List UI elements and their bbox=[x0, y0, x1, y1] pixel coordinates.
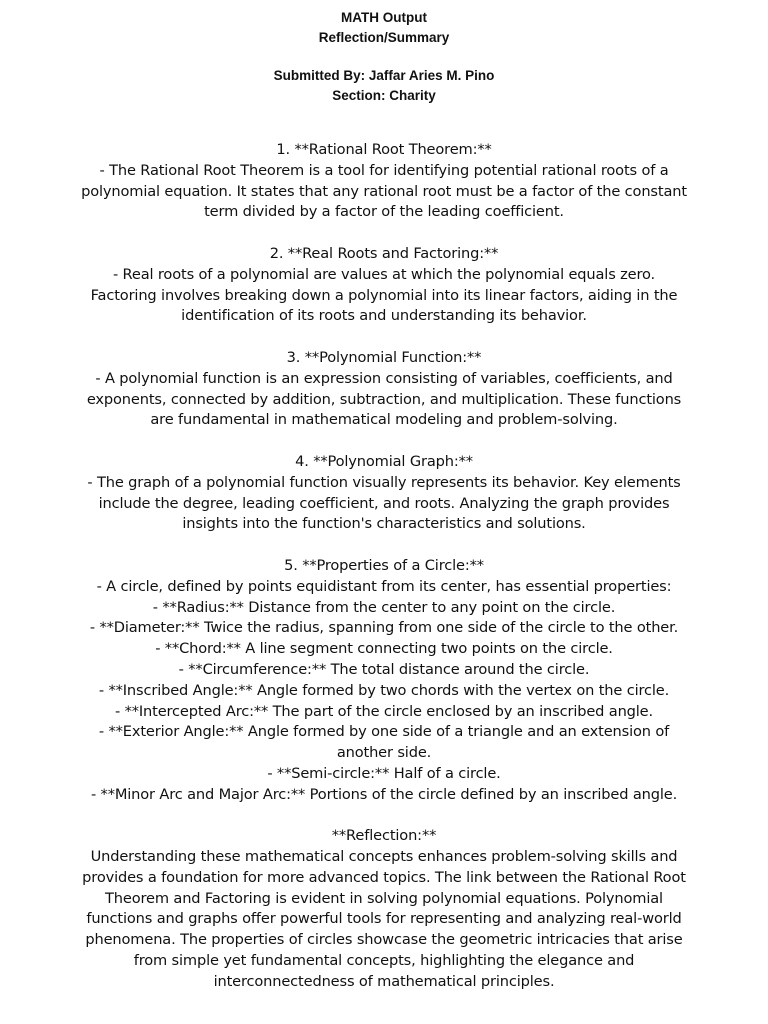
section-heading: **Reflection:** bbox=[331, 827, 437, 845]
section-heading: 5. **Properties of a Circle:** bbox=[284, 556, 484, 574]
section-gap bbox=[40, 223, 728, 244]
section-line: term divided by a factor of the leading coefficient. bbox=[204, 203, 564, 221]
section-gap bbox=[40, 431, 728, 452]
section-block bbox=[40, 826, 728, 992]
section-line: interconnectedness of mathematical principles. bbox=[213, 972, 555, 990]
section-heading: 4. **Polynomial Graph:** bbox=[295, 452, 473, 470]
section-block bbox=[40, 452, 728, 535]
section-line: - A circle, defined by points equidistant from its center, has essential properties: bbox=[96, 577, 672, 595]
section-line: - **Chord:** A line segment connecting two points on the circle. bbox=[155, 640, 613, 658]
document-subtitle: Reflection/Summary bbox=[318, 30, 450, 45]
submitted-by: Submitted By: Jaffar Aries M. Pino bbox=[273, 68, 495, 83]
section-gap bbox=[40, 806, 728, 827]
section-line: - **Exterior Angle:** Angle formed by one side of a triangle and an extension of bbox=[98, 723, 670, 741]
section-line: include the degree, leading coefficient, and roots. Analyzing the graph provides bbox=[98, 494, 670, 512]
section-heading: 2. **Real Roots and Factoring:** bbox=[269, 244, 499, 262]
document-body bbox=[40, 140, 728, 993]
section-line: provides a foundation for more advanced topics. The link between the Rational Root bbox=[82, 868, 686, 886]
section-line: - Real roots of a polynomial are values at which the polynomial equals zero. bbox=[112, 265, 656, 283]
section-heading: 1. **Rational Root Theorem:** bbox=[276, 141, 492, 158]
section-name: Section: Charity bbox=[332, 88, 436, 103]
section-line: - The graph of a polynomial function visually represents its behavior. Key elements bbox=[87, 473, 681, 491]
section-line: - **Circumference:** The total distance around the circle. bbox=[178, 660, 590, 678]
section-block bbox=[40, 140, 728, 223]
section-line: phenomena. The properties of circles showcase the geometric intricacies that arise bbox=[85, 931, 683, 949]
section-heading: 3. **Polynomial Function:** bbox=[286, 348, 482, 366]
section-line: - **Inscribed Angle:** Angle formed by two chords with the vertex on the circle. bbox=[98, 681, 670, 699]
section-line: from simple yet fundamental concepts, highlighting the elegance and bbox=[133, 952, 635, 970]
section-line: - **Radius:** Distance from the center to any point on the circle. bbox=[152, 598, 616, 616]
section-line: another side. bbox=[336, 744, 432, 762]
section-line: identification of its roots and understanding its behavior. bbox=[181, 307, 587, 325]
section-line: insights into the function's characteristics and solutions. bbox=[182, 515, 586, 533]
section-line: - **Minor Arc and Major Arc:** Portions of the circle defined by an inscribed angle. bbox=[90, 785, 678, 803]
section-line: polynomial equation. It states that any rational root must be a factor of the constant bbox=[81, 182, 687, 200]
section-line: - The Rational Root Theorem is a tool for identifying potential rational roots of a bbox=[99, 161, 669, 179]
section-line: exponents, connected by addition, subtraction, and multiplication. These functions bbox=[86, 390, 682, 408]
section-block bbox=[40, 244, 728, 327]
section-line: - **Intercepted Arc:** The part of the circle enclosed by an inscribed angle. bbox=[114, 702, 654, 720]
section-line: - **Semi-circle:** Half of a circle. bbox=[267, 764, 501, 782]
section-line: - **Diameter:** Twice the radius, spanning from one side of the circle to the other. bbox=[89, 619, 679, 637]
section-line: functions and graphs offer powerful tools for representing and analyzing real-world bbox=[86, 910, 682, 928]
section-block bbox=[40, 348, 728, 431]
section-line: Theorem and Factoring is evident in solving polynomial equations. Polynomial bbox=[105, 889, 663, 907]
section-line: - A polynomial function is an expression consisting of variables, coefficients, and bbox=[95, 369, 673, 387]
document-title: MATH Output bbox=[341, 10, 427, 25]
section-block bbox=[40, 556, 728, 806]
section-gap bbox=[40, 327, 728, 348]
section-gap bbox=[40, 535, 728, 556]
section-line: are fundamental in mathematical modeling and problem-solving. bbox=[150, 411, 618, 429]
section-line: Understanding these mathematical concepts enhances problem-solving skills and bbox=[90, 848, 678, 866]
section-line: Factoring involves breaking down a polynomial into its linear factors, aiding in the bbox=[90, 286, 678, 304]
